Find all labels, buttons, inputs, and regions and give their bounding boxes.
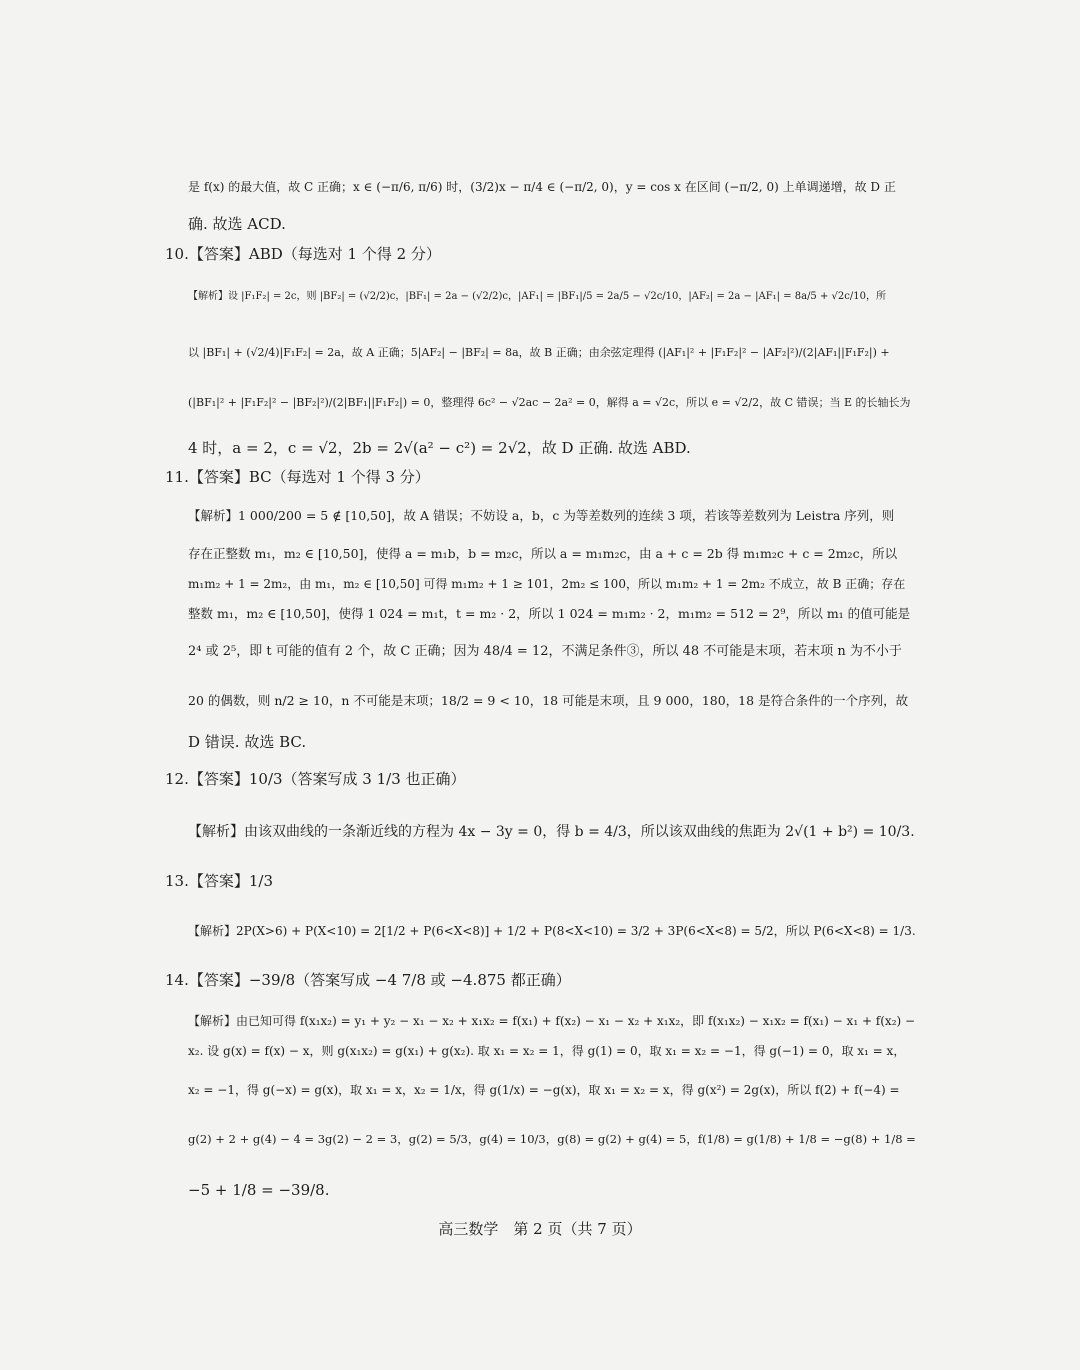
text-line: (|BF₁|² + |F₁F₂|² − |BF₂|²)/(2|BF₁||F₁F₂|) = 0，整理得 6c² − √2ac − 2a² = 0，解得 a = √2c，所以 e = √2/2，故 C 错误；当 E 的长轴长为 xyxy=(188,396,911,409)
text-line: D 错误. 故选 BC. xyxy=(188,733,307,751)
text-line: 确. 故选 ACD. xyxy=(188,215,286,233)
text-line: x₂. 设 g(x) = f(x) − x，则 g(x₁x₂) = g(x₁) + g(x₂). 取 x₁ = x₂ = 1，得 g(1) = 0，取 x₁ = x₂ = −1，得 g(−1) = 0，取 x₁ = x， xyxy=(188,1044,906,1058)
text-line: 【解析】由该双曲线的一条渐近线的方程为 4x − 3y = 0，得 b = 4/3，所以该双曲线的焦距为 2√(1 + b²) = 10/3. xyxy=(188,824,915,840)
text-line: 是 f(x) 的最大值，故 C 正确；x ∈ (−π/6, π/6) 时，(3/2)x − π/4 ∈ (−π/2, 0)，y = cos x 在区间 (−π/2, 0) 上单调递增，故 D 正 xyxy=(188,180,896,194)
text-line: 【解析】2P(X>6) + P(X<10) = 2[1/2 + P(6<X<8)] + 1/2 + P(8<X<10) = 3/2 + 3P(6<X<8) = 5/2，所以 P(6<X<8) = 1/3. xyxy=(188,924,916,938)
answer-line: 10.【答案】ABD（每选对 1 个得 2 分） xyxy=(165,245,441,263)
text-line: 存在正整数 m₁，m₂ ∈ [10,50]，使得 a = m₁b，b = m₂c，所以 a = m₁m₂c，由 a + c = 2b 得 m₁m₂c + c = 2m₂c，所以 xyxy=(188,546,898,561)
text-line: 【解析】1 000/200 = 5 ∉ [10,50]，故 A 错误；不妨设 a，b，c 为等差数列的连续 3 项，若该等差数列为 Leistra 序列，则 xyxy=(188,508,895,523)
answer-line: 11.【答案】BC（每选对 1 个得 3 分） xyxy=(165,468,430,486)
text-line: 2⁴ 或 2⁵，即 t 可能的值有 2 个，故 C 正确；因为 48/4 = 12，不满足条件③，所以 48 不可能是末项，若末项 n 为不小于 xyxy=(188,644,902,659)
answer-line: 12.【答案】10/3（答案写成 3 1/3 也正确） xyxy=(165,770,466,788)
text-line: 20 的偶数，则 n/2 ≥ 10，n 不可能是末项；18/2 = 9 < 10，18 可能是末项，且 9 000，180，18 是符合条件的一个序列，故 xyxy=(188,693,909,708)
text-line: m₁m₂ + 1 = 2m₂，由 m₁，m₂ ∈ [10,50] 可得 m₁m₂ + 1 ≥ 101，2m₂ ≤ 100，所以 m₁m₂ + 1 = 2m₂ 不成立，故 B 正确；存在 xyxy=(188,577,906,591)
text-line: g(2) + 2 + g(4) − 4 = 3g(2) − 2 = 3，g(2) = 5/3，g(4) = 10/3，g(8) = g(2) + g(4) = 5，f(1/8) = g(1/8) + 1/8 = −g(8) + 1/8 = xyxy=(188,1132,916,1146)
text-line: 整数 m₁，m₂ ∈ [10,50]，使得 1 024 = m₁t，t = m₂ · 2，所以 1 024 = m₁m₂ · 2，m₁m₂ = 512 = 2⁹，所以 m₁ 的值可能是 xyxy=(188,606,911,621)
answer-line: 14.【答案】−39/8（答案写成 −4 7/8 或 −4.875 都正确） xyxy=(165,971,571,989)
text-line: 4 时，a = 2，c = √2，2b = 2√(a² − c²) = 2√2，故 D 正确. 故选 ABD. xyxy=(188,439,691,457)
text-line: 以 |BF₁| + (√2/4)|F₁F₂| = 2a，故 A 正确；5|AF₂| − |BF₂| = 8a，故 B 正确；由余弦定理得 (|AF₁|² + |F₁F₂|² − |AF₂|²)/(2|AF₁||F₁F₂|) + xyxy=(188,346,890,359)
answer-line: 13.【答案】1/3 xyxy=(165,872,273,890)
page-footer: 高三数学 第 2 页（共 7 页） xyxy=(438,1220,642,1238)
text-line: −5 + 1/8 = −39/8. xyxy=(188,1181,330,1199)
text-line: 【解析】设 |F₁F₂| = 2c，则 |BF₂| = (√2/2)c，|BF₁| = 2a − (√2/2)c，|AF₁| = |BF₁|/5 = 2a/5 − √2c/10，|AF₂| = 2a − |AF₁| = 8a/5 + √2c/10，所 xyxy=(188,291,886,302)
text-line: 【解析】由已知可得 f(x₁x₂) = y₁ + y₂ − x₁ − x₂ + x₁x₂ = f(x₁) + f(x₂) − x₁ − x₂ + x₁x₂，即 f(x₁x₂) − x₁x₂ = f(x₁) − x₁ + f(x₂) − xyxy=(188,1014,916,1028)
text-line: x₂ = −1，得 g(−x) = g(x)，取 x₁ = x，x₂ = 1/x，得 g(1/x) = −g(x)，取 x₁ = x₂ = x，得 g(x²) = 2g(x)，所以 f(2) + f(−4) = xyxy=(188,1083,900,1097)
